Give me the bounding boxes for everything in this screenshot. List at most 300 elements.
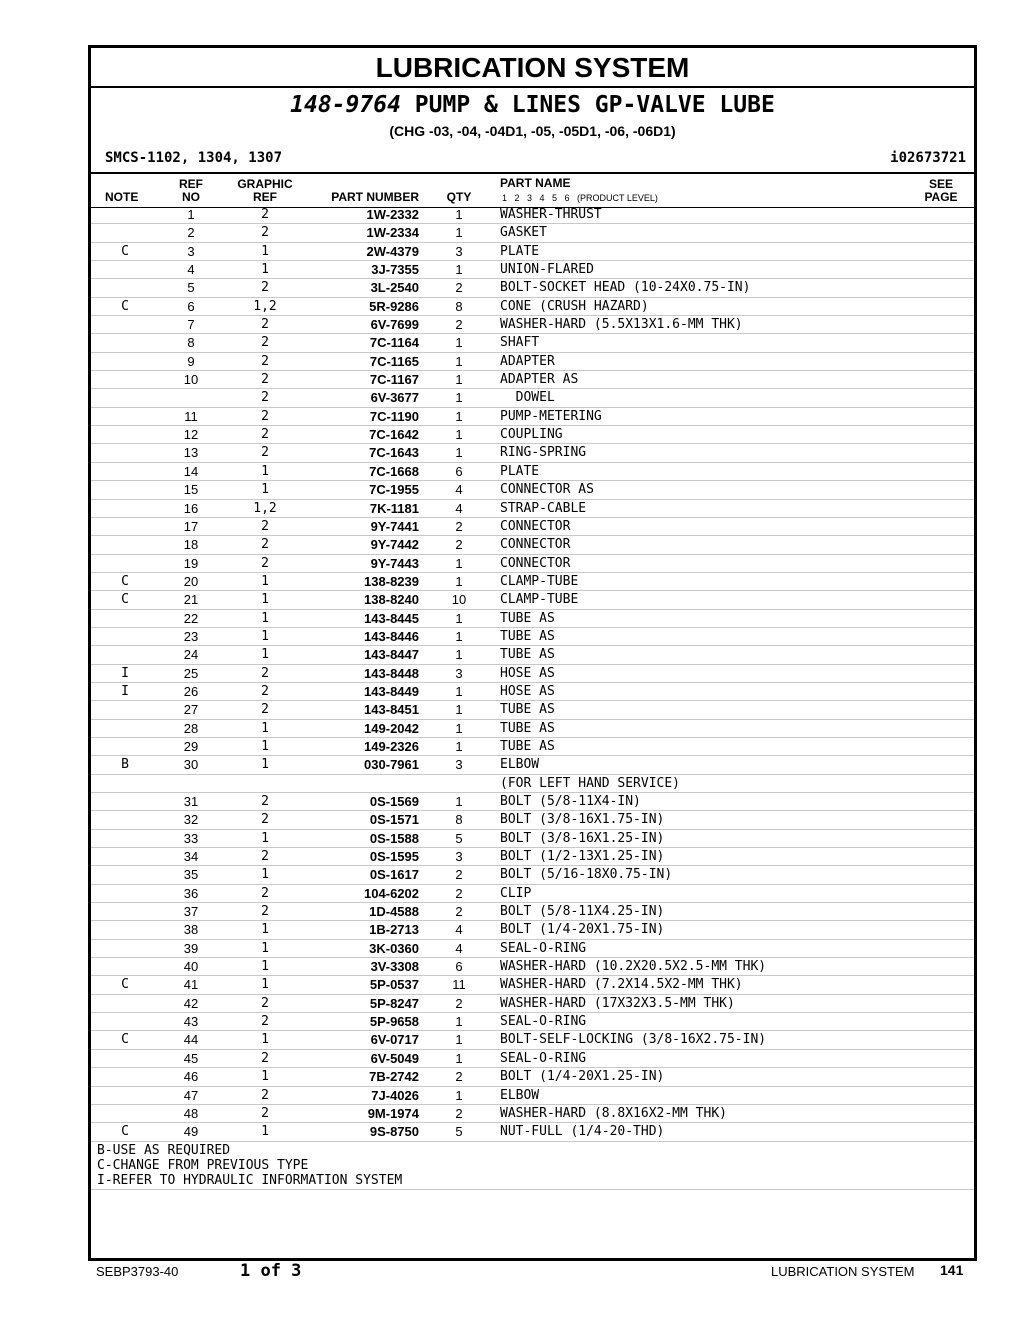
qty-cell: 1 xyxy=(455,353,463,369)
part-number-cell: 9Y-7441 xyxy=(370,518,419,534)
table-row xyxy=(91,683,974,701)
table-row xyxy=(91,481,974,499)
part-name-cell: CLAMP-TUBE xyxy=(500,592,579,608)
qty-cell: 8 xyxy=(455,298,463,314)
graphic-ref-cell: 2 xyxy=(261,555,269,571)
divider xyxy=(91,1189,974,1190)
table-row xyxy=(91,536,974,554)
table-row xyxy=(91,555,974,573)
page-number: 141 xyxy=(940,1262,964,1278)
part-name-cell: CONNECTOR xyxy=(500,518,571,534)
qty-cell: 2 xyxy=(455,280,463,296)
ref-cell: 35 xyxy=(183,867,199,883)
graphic-ref-cell: 2 xyxy=(261,518,269,534)
part-number-cell: 2W-4379 xyxy=(366,243,419,259)
note-cell: C xyxy=(121,977,129,993)
ref-cell: 19 xyxy=(183,555,199,571)
qty-cell: 1 xyxy=(455,1087,463,1103)
part-name-cell: BOLT (5/8-11X4-IN) xyxy=(500,794,641,809)
qty-cell: 2 xyxy=(455,317,463,333)
ref-cell: 17 xyxy=(183,518,199,534)
table-row xyxy=(91,426,974,444)
table-row xyxy=(91,701,974,719)
table-row xyxy=(91,628,974,646)
table-row xyxy=(91,1068,974,1086)
header-graphic-bottom: REF xyxy=(253,190,277,204)
header-part-number: PART NUMBER xyxy=(331,190,419,204)
ref-cell: 25 xyxy=(183,665,199,681)
part-number-cell: 5R-9286 xyxy=(369,298,419,314)
table-row xyxy=(91,830,974,848)
part-name-cell: WASHER-THRUST xyxy=(500,207,602,222)
part-name-cell: CLAMP-TUBE xyxy=(500,573,579,589)
graphic-ref-cell: 2 xyxy=(261,537,269,553)
table-row xyxy=(91,756,974,774)
graphic-ref-cell: 2 xyxy=(261,1014,269,1030)
part-number-cell: 143-8449 xyxy=(364,683,419,699)
graphic-ref-cell: 1 xyxy=(261,243,269,259)
part-number-cell: 138-8240 xyxy=(364,592,419,608)
qty-cell: 6 xyxy=(455,959,463,975)
part-number-cell: 143-8448 xyxy=(364,665,419,681)
part-name-cell: CONNECTOR xyxy=(500,537,571,553)
part-number-cell: 5P-0537 xyxy=(369,977,419,993)
qty-cell: 1 xyxy=(455,555,463,571)
part-number-cell: 7C-1668 xyxy=(369,463,419,479)
table-row xyxy=(91,408,974,426)
part-name-cell: RING-SPRING xyxy=(500,445,587,461)
footer-section: LUBRICATION SYSTEM xyxy=(771,1264,915,1279)
ref-cell: 24 xyxy=(183,647,199,663)
part-number-cell: 143-8451 xyxy=(364,702,419,718)
notes-legend xyxy=(97,1143,402,1188)
graphic-ref-cell: 2 xyxy=(261,280,269,296)
part-number-cell: 0S-1617 xyxy=(369,867,419,883)
qty-cell: 1 xyxy=(455,794,463,809)
header-graphic-top: GRAPHIC xyxy=(237,177,293,191)
table-row xyxy=(91,243,974,261)
part-number-cell: 7B-2742 xyxy=(369,1069,419,1085)
table-row xyxy=(91,793,974,811)
graphic-ref-cell: 1 xyxy=(261,592,269,608)
note-line: B-USE AS REQUIRED xyxy=(97,1143,231,1158)
qty-cell: 1 xyxy=(455,390,463,406)
table-row xyxy=(91,500,974,518)
graphic-ref-cell: 1 xyxy=(261,738,269,754)
graphic-ref-cell: 1 xyxy=(261,1124,269,1140)
part-name-cell: ELBOW xyxy=(500,1087,540,1103)
ref-cell: 34 xyxy=(183,849,199,865)
graphic-ref-cell: 1 xyxy=(261,720,269,736)
part-name-cell: ADAPTER AS xyxy=(500,372,579,388)
part-number-cell: 3L-2540 xyxy=(370,280,419,296)
graphic-ref-cell: 2 xyxy=(261,353,269,369)
table-row xyxy=(91,463,974,481)
qty-cell: 2 xyxy=(455,885,463,901)
part-name-cell: WASHER-HARD (5.5X13X1.6-MM THK) xyxy=(500,317,743,333)
part-name-cell: BOLT-SOCKET HEAD (10-24X0.75-IN) xyxy=(500,280,751,296)
part-number-cell: 1D-4588 xyxy=(369,904,419,920)
part-number-cell: 7C-1164 xyxy=(369,335,419,351)
table-row xyxy=(91,1031,974,1049)
table-row xyxy=(91,940,974,958)
qty-cell: 1 xyxy=(455,1032,463,1048)
table-row xyxy=(91,591,974,609)
ref-cell: 23 xyxy=(183,628,199,644)
ref-cell: 29 xyxy=(183,738,199,754)
ref-cell: 6 xyxy=(187,298,195,314)
part-name-cell: SHAFT xyxy=(500,335,540,351)
graphic-ref-cell: 2 xyxy=(261,702,269,718)
qty-cell: 1 xyxy=(455,445,463,461)
header-see-top: SEE xyxy=(928,177,953,191)
qty-cell: 1 xyxy=(455,628,463,644)
note-cell: C xyxy=(121,298,129,314)
graphic-ref-cell: 2 xyxy=(261,1087,269,1103)
ref-cell: 48 xyxy=(183,1105,199,1121)
graphic-ref-cell: 1 xyxy=(261,262,269,278)
qty-cell: 1 xyxy=(455,702,463,718)
table-row xyxy=(91,903,974,921)
note-line: I-REFER TO HYDRAULIC INFORMATION SYSTEM xyxy=(97,1173,403,1188)
graphic-ref-cell: 2 xyxy=(261,390,269,406)
part-name-cell: WASHER-HARD (7.2X14.5X2-MM THK) xyxy=(500,977,743,993)
ref-cell: 27 xyxy=(183,702,199,718)
note-cell: I xyxy=(121,683,129,699)
graphic-ref-cell: 1,2 xyxy=(253,500,277,516)
graphic-ref-cell: 2 xyxy=(261,665,269,681)
ref-cell: 16 xyxy=(183,500,199,516)
part-number-cell: 143-8447 xyxy=(364,647,419,663)
part-name-cell: TUBE AS xyxy=(500,628,555,644)
part-number-cell: 7C-1167 xyxy=(369,372,419,388)
part-number-cell: 030-7961 xyxy=(364,757,419,773)
part-number-cell: 3K-0360 xyxy=(369,940,419,956)
graphic-ref-cell: 2 xyxy=(261,207,269,222)
group-name: PUMP & LINES GP-VALVE LUBE xyxy=(414,92,775,118)
table-row xyxy=(91,775,974,793)
part-name-cell: CONNECTOR xyxy=(500,555,571,571)
page-title: LUBRICATION SYSTEM xyxy=(91,48,974,88)
part-name-cell: BOLT (5/8-11X4.25-IN) xyxy=(500,904,665,920)
part-name-cell: STRAP-CABLE xyxy=(500,500,587,516)
graphic-ref-cell: 1 xyxy=(261,1032,269,1048)
part-number-cell: 6V-3677 xyxy=(370,390,419,406)
part-name-cell: SEAL-O-RING xyxy=(500,1050,587,1066)
qty-cell: 1 xyxy=(455,610,463,626)
ref-cell: 44 xyxy=(183,1032,199,1048)
part-number-cell: 1W-2332 xyxy=(366,207,419,222)
graphic-ref-cell: 1 xyxy=(261,628,269,644)
part-number-cell: 143-8445 xyxy=(364,610,419,626)
part-number-cell: 6V-0717 xyxy=(370,1032,419,1048)
table-row xyxy=(91,261,974,279)
ref-cell: 28 xyxy=(183,720,199,736)
qty-cell: 1 xyxy=(455,573,463,589)
part-number-cell: 9S-8750 xyxy=(369,1124,419,1140)
ref-cell: 49 xyxy=(183,1124,199,1140)
ref-cell: 4 xyxy=(187,262,195,278)
note-cell: I xyxy=(121,665,129,681)
part-number-cell: 5P-9658 xyxy=(369,1014,419,1030)
note-cell: C xyxy=(121,573,129,589)
part-name-cell: TUBE AS xyxy=(500,702,555,718)
qty-cell: 10 xyxy=(451,592,467,608)
qty-cell: 2 xyxy=(455,1105,463,1121)
graphic-ref-cell: 2 xyxy=(261,885,269,901)
ref-cell: 8 xyxy=(187,335,195,351)
group-heading xyxy=(91,92,974,118)
ref-cell: 47 xyxy=(183,1087,199,1103)
part-name-cell: WASHER-HARD (8.8X16X2-MM THK) xyxy=(500,1105,727,1121)
part-name-cell: PLATE xyxy=(500,243,540,259)
header-ref-bottom: NO xyxy=(182,190,200,204)
ref-cell: 7 xyxy=(187,317,195,333)
qty-cell: 2 xyxy=(455,537,463,553)
part-number-cell: 3J-7355 xyxy=(371,262,419,278)
qty-cell: 2 xyxy=(455,904,463,920)
qty-cell: 1 xyxy=(455,225,463,241)
part-number-cell: 7C-1165 xyxy=(369,353,419,369)
part-number-cell: 149-2326 xyxy=(364,738,419,754)
qty-cell: 4 xyxy=(455,500,463,516)
note-cell: C xyxy=(121,1032,129,1048)
graphic-ref-cell: 2 xyxy=(261,225,269,241)
table-row xyxy=(91,995,974,1013)
part-name-cell: TUBE AS xyxy=(500,738,555,754)
qty-cell: 6 xyxy=(455,463,463,479)
table-row xyxy=(91,848,974,866)
ref-cell: 11 xyxy=(184,408,198,424)
table-row xyxy=(91,665,974,683)
change-line: (CHG -03, -04, -04D1, -05, -05D1, -06, -06D1) xyxy=(389,123,676,139)
qty-cell: 1 xyxy=(455,738,463,754)
part-number-cell: 7C-1190 xyxy=(369,408,419,424)
part-name-cell: BOLT (5/16-18X0.75-IN) xyxy=(500,867,673,883)
table-row xyxy=(91,958,974,976)
ref-cell: 30 xyxy=(183,757,199,773)
graphic-ref-cell: 1 xyxy=(261,482,269,498)
ref-cell: 38 xyxy=(183,922,199,938)
ref-cell: 26 xyxy=(183,683,199,699)
graphic-ref-cell: 2 xyxy=(261,427,269,443)
table-row xyxy=(91,720,974,738)
part-name-cell: UNION-FLARED xyxy=(500,262,594,278)
note-cell: B xyxy=(121,757,129,773)
ref-cell: 18 xyxy=(183,537,199,553)
part-number-cell: 6V-7699 xyxy=(370,317,419,333)
part-number-cell: 143-8446 xyxy=(364,628,419,644)
part-name-cell: BOLT (3/8-16X1.75-IN) xyxy=(500,812,665,828)
graphic-ref-cell: 2 xyxy=(261,1105,269,1121)
qty-cell: 4 xyxy=(455,940,463,956)
note-cell: C xyxy=(121,592,129,608)
qty-cell: 1 xyxy=(455,427,463,443)
table-row xyxy=(91,316,974,334)
part-name-cell: HOSE AS xyxy=(500,665,555,681)
illustration-id: i02673721 xyxy=(890,150,966,166)
table-row xyxy=(91,444,974,462)
graphic-ref-cell: 1 xyxy=(261,757,269,773)
part-number-cell: 6V-5049 xyxy=(370,1050,419,1066)
parts-list xyxy=(91,206,974,1142)
graphic-ref-cell: 2 xyxy=(261,794,269,809)
part-name-cell: PUMP-METERING xyxy=(500,408,602,424)
qty-cell: 3 xyxy=(455,757,463,773)
doc-number: SEBP3793-40 xyxy=(96,1264,179,1279)
part-name-cell: SEAL-O-RING xyxy=(500,1014,587,1030)
ref-cell: 46 xyxy=(183,1069,199,1085)
header-product-levels: 1 2 3 4 5 6 (PRODUCT LEVEL) xyxy=(502,193,658,203)
table-row xyxy=(91,298,974,316)
qty-cell: 1 xyxy=(455,683,463,699)
ref-cell: 20 xyxy=(183,573,199,589)
qty-cell: 4 xyxy=(455,922,463,938)
graphic-ref-cell: 2 xyxy=(261,1050,269,1066)
part-number-cell: 7J-4026 xyxy=(371,1087,419,1103)
part-number-cell: 9Y-7443 xyxy=(370,555,419,571)
qty-cell: 2 xyxy=(455,867,463,883)
ref-cell: 22 xyxy=(183,610,199,626)
part-name-cell: BOLT (1/4-20X1.75-IN) xyxy=(500,922,665,938)
part-number-cell: 0S-1569 xyxy=(369,794,419,809)
ref-cell: 39 xyxy=(183,940,199,956)
qty-cell: 1 xyxy=(455,372,463,388)
qty-cell: 3 xyxy=(455,849,463,865)
qty-cell: 5 xyxy=(455,1124,463,1140)
page-of: 1 of 3 xyxy=(240,1261,302,1281)
qty-cell: 3 xyxy=(455,665,463,681)
qty-cell: 1 xyxy=(455,207,463,222)
table-row xyxy=(91,921,974,939)
table-row xyxy=(91,389,974,407)
qty-cell: 2 xyxy=(455,1069,463,1085)
part-name-cell: BOLT (3/8-16X1.25-IN) xyxy=(500,830,665,846)
ref-cell: 9 xyxy=(187,353,195,369)
group-number: 148-9764 xyxy=(290,92,401,118)
graphic-ref-cell: 2 xyxy=(261,849,269,865)
ref-cell: 14 xyxy=(183,463,199,479)
part-name-cell: PLATE xyxy=(500,463,540,479)
header-part-name: PART NAME xyxy=(500,176,571,190)
part-name-cell: ELBOW xyxy=(500,757,540,773)
ref-cell: 1 xyxy=(187,207,195,222)
part-number-cell: 7C-1642 xyxy=(369,427,419,443)
table-row xyxy=(91,1105,974,1123)
graphic-ref-cell: 2 xyxy=(261,335,269,351)
ref-cell: 45 xyxy=(183,1050,199,1066)
part-name-cell: SEAL-O-RING xyxy=(500,940,587,956)
qty-cell: 3 xyxy=(455,243,463,259)
table-header xyxy=(91,172,974,208)
note-cell: C xyxy=(121,243,129,259)
graphic-ref-cell: 2 xyxy=(261,904,269,920)
qty-cell: 1 xyxy=(455,720,463,736)
part-number-cell: 7C-1955 xyxy=(369,482,419,498)
part-number-cell: 104-6202 xyxy=(364,885,419,901)
graphic-ref-cell: 1 xyxy=(261,922,269,938)
table-row xyxy=(91,279,974,297)
part-name-cell: BOLT (1/4-20X1.25-IN) xyxy=(500,1069,665,1085)
graphic-ref-cell: 2 xyxy=(261,445,269,461)
part-name-cell: HOSE AS xyxy=(500,683,555,699)
header-see-bottom: PAGE xyxy=(924,190,958,204)
part-name-cell: BOLT (1/2-13X1.25-IN) xyxy=(500,849,665,865)
part-number-cell: 7K-1181 xyxy=(369,500,419,516)
part-number-cell: 9M-1974 xyxy=(367,1105,419,1121)
table-row xyxy=(91,371,974,389)
table-row xyxy=(91,976,974,994)
graphic-ref-cell: 2 xyxy=(261,683,269,699)
table-row xyxy=(91,811,974,829)
page-frame xyxy=(88,45,977,1261)
qty-cell: 2 xyxy=(455,518,463,534)
ref-cell: 3 xyxy=(187,243,195,259)
graphic-ref-cell: 2 xyxy=(261,812,269,828)
table-row xyxy=(91,646,974,664)
graphic-ref-cell: 1 xyxy=(261,573,269,589)
qty-cell: 2 xyxy=(455,995,463,1011)
table-row xyxy=(91,573,974,591)
table-row xyxy=(91,518,974,536)
ref-cell: 40 xyxy=(183,959,199,975)
table-row xyxy=(91,1123,974,1141)
ref-cell: 13 xyxy=(183,445,199,461)
part-name-cell: (FOR LEFT HAND SERVICE) xyxy=(500,775,681,791)
note-cell: C xyxy=(121,1124,129,1140)
qty-cell: 1 xyxy=(455,335,463,351)
part-name-cell: NUT-FULL (1/4-20-THD) xyxy=(500,1124,665,1140)
ref-cell: 15 xyxy=(183,482,199,498)
header-ref-top: REF xyxy=(179,177,203,191)
table-row xyxy=(91,334,974,352)
part-number-cell: 0S-1588 xyxy=(369,830,419,846)
part-number-cell: 138-8239 xyxy=(364,573,419,589)
ref-cell: 43 xyxy=(183,1014,199,1030)
table-row xyxy=(91,353,974,371)
qty-cell: 1 xyxy=(455,1050,463,1066)
ref-cell: 33 xyxy=(183,830,199,846)
qty-cell: 1 xyxy=(455,408,463,424)
ref-cell: 31 xyxy=(183,794,199,809)
ref-cell: 5 xyxy=(187,280,195,296)
part-number-cell: 9Y-7442 xyxy=(370,537,419,553)
part-name-cell: TUBE AS xyxy=(500,610,555,626)
ref-cell: 42 xyxy=(183,995,199,1011)
ref-cell: 36 xyxy=(183,885,199,901)
part-name-cell: DOWEL xyxy=(500,390,555,406)
part-name-cell: CONNECTOR AS xyxy=(500,482,594,498)
part-name-cell: COUPLING xyxy=(500,427,563,443)
part-name-cell: CONE (CRUSH HAZARD) xyxy=(500,298,649,314)
table-row xyxy=(91,1050,974,1068)
table-row xyxy=(91,206,974,224)
note-line: C-CHANGE FROM PREVIOUS TYPE xyxy=(97,1158,309,1173)
part-name-cell: WASHER-HARD (17X32X3.5-MM THK) xyxy=(500,995,735,1011)
graphic-ref-cell: 1 xyxy=(261,959,269,975)
qty-cell: 1 xyxy=(455,647,463,663)
header-qty: QTY xyxy=(446,190,472,204)
qty-cell: 5 xyxy=(455,830,463,846)
graphic-ref-cell: 1 xyxy=(261,977,269,993)
table-row xyxy=(91,224,974,242)
part-number-cell: 0S-1595 xyxy=(369,849,419,865)
graphic-ref-cell: 2 xyxy=(261,995,269,1011)
part-name-cell: WASHER-HARD (10.2X20.5X2.5-MM THK) xyxy=(500,959,767,975)
graphic-ref-cell: 1,2 xyxy=(253,298,277,314)
ref-cell: 2 xyxy=(187,225,195,241)
ref-cell: 32 xyxy=(183,812,199,828)
